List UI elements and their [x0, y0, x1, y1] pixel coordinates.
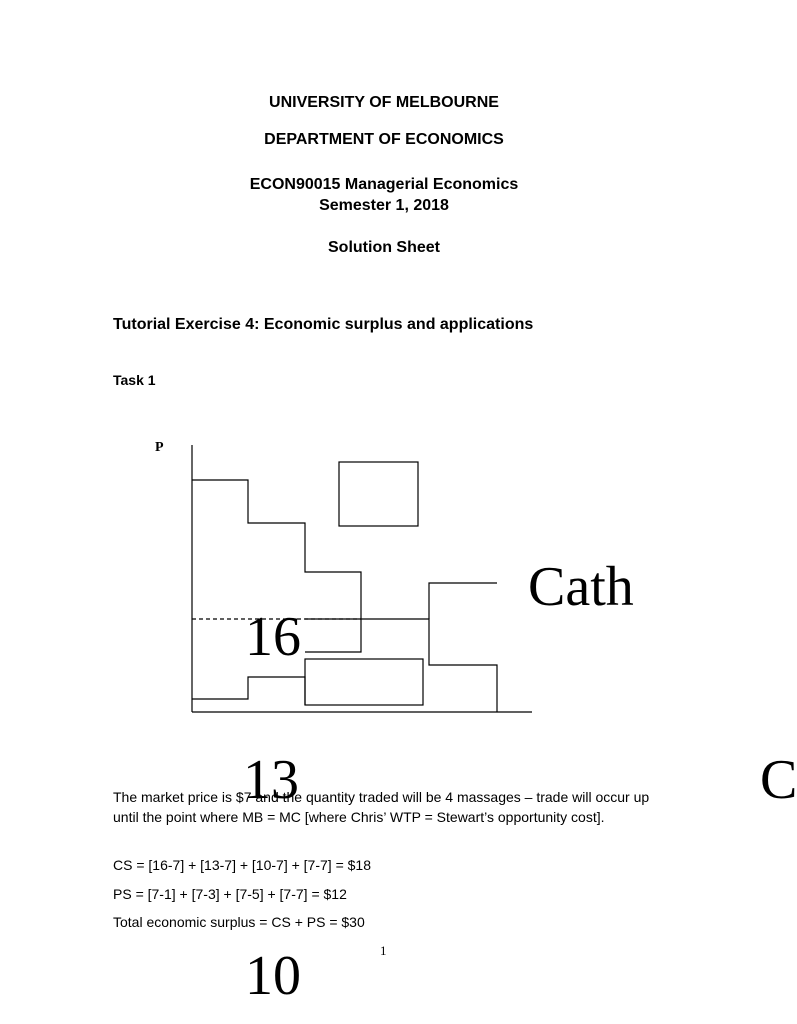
semester-title: Semester 1, 2018: [319, 197, 449, 214]
exercise-title: Tutorial Exercise 4: Economic surplus and applications: [113, 316, 534, 333]
label-16: 16: [245, 606, 301, 668]
upper-box: [339, 462, 418, 526]
label-c: C: [760, 749, 797, 811]
sheet-title: Solution Sheet: [328, 239, 440, 256]
university-title: UNIVERSITY OF MELBOURNE: [269, 94, 499, 111]
supply-steps-upper: [305, 619, 497, 712]
course-title: ECON90015 Managerial Economics: [249, 176, 519, 193]
task-label: Task 1: [113, 372, 156, 388]
department-title: DEPARTMENT OF ECONOMICS: [264, 131, 504, 148]
total-surplus-line: Total economic surplus = CS + PS = $30: [113, 914, 365, 930]
consumer-surplus-line: CS = [16-7] + [13-7] + [10-7] + [7-7] = $18: [113, 857, 371, 873]
lower-box: [305, 659, 423, 705]
page-number: 1: [380, 943, 387, 958]
label-13: 13: [243, 749, 299, 811]
label-10: 10: [245, 945, 301, 1007]
explanation-paragraph: The market price is $7 and the quantity traded will be 4 massages – trade will occur up until the point where MB = MC [where Chris’ WTP = Stewart’s opportunity cost].: [113, 789, 650, 825]
supply-steps: [192, 677, 305, 705]
axis-label-p: P: [155, 440, 164, 455]
label-cath: Cath: [528, 556, 634, 618]
supply-steps-top: [429, 583, 497, 619]
producer-surplus-line: PS = [7-1] + [7-3] + [7-5] + [7-7] = $12: [113, 886, 347, 902]
